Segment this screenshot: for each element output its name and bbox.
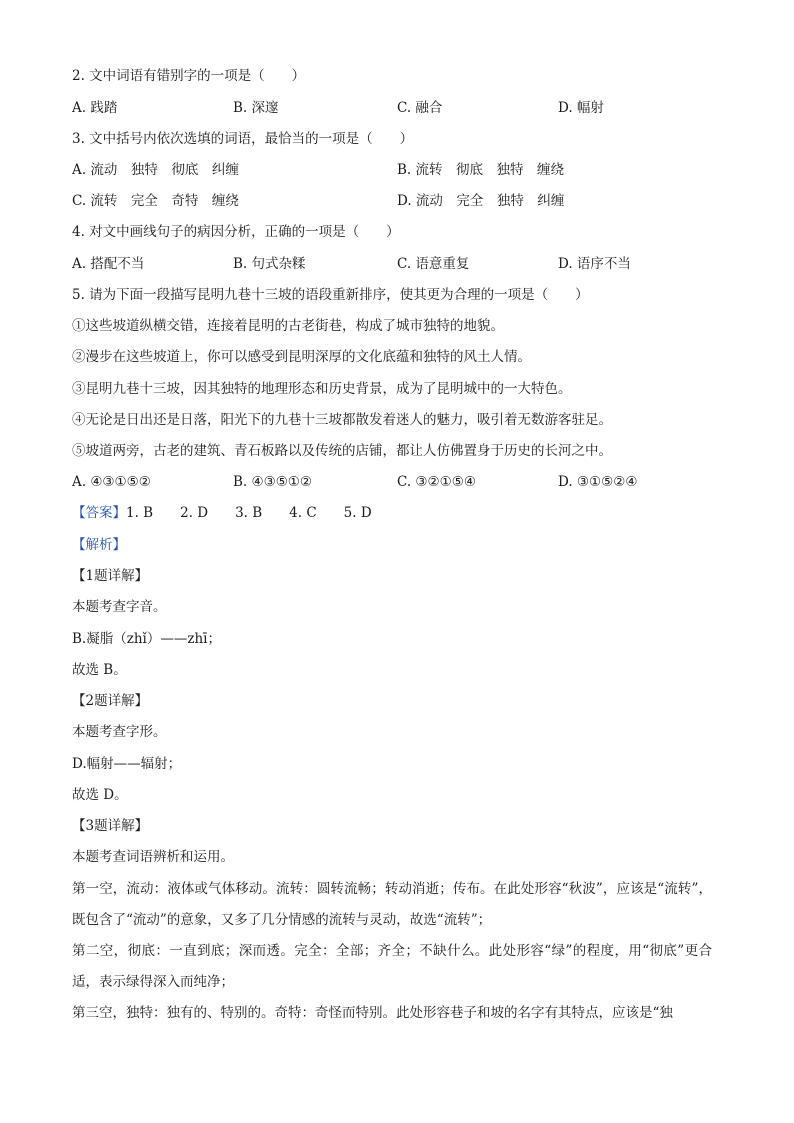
- q5-sentence-2: ②漫步在这些坡道上，你可以感受到昆明深厚的文化底蕴和独特的风土人情。: [72, 349, 531, 365]
- detail-2-line-3: 故选 D。: [72, 787, 128, 803]
- q2-option-a: A. 践踏: [72, 100, 118, 116]
- q3-option-a: A. 流动 独特 彻底 纠缠: [72, 162, 239, 178]
- q2-option-b: B. 深邃: [233, 100, 279, 116]
- q3-option-d: D. 流动 完全 独特 纠缠: [397, 193, 565, 209]
- detail-3-paragraph-2: 第二空，彻底：一直到底；深而透。完全：全部；齐全；不缺什么。此处形容“绿”的程度，用“彻底”更合适，表示绿得深入而纯净；: [72, 943, 712, 990]
- answer-tag: 【答案】: [72, 505, 126, 521]
- detail-2-line-2: D.幅射——辐射；: [72, 756, 182, 772]
- q3-stem: 3. 文中括号内依次选填的词语，最恰当的一项是（ ）: [72, 131, 414, 147]
- detail-3-line-1: 本题考查词语辨析和运用。: [72, 849, 234, 865]
- q5-sentence-3: ③昆明九巷十三坡，因其独特的地理形态和历史背景，成为了昆明城中的一大特色。: [72, 381, 572, 397]
- detail-3-paragraph-1: 第一空，流动：液体或气体移动。流转：圆转流畅；转动消逝；传布。在此处形容“秋波”，应该是“流转”，既包含了“流动”的意象，又多了几分情感的流转与灵动，故选“流转”；: [72, 881, 712, 928]
- q3-option-b: B. 流转 彻底 独特 缠绕: [397, 162, 565, 178]
- answer-line: [72, 504, 372, 522]
- detail-3-paragraph-3: 第三空，独特：独有的、特别的。奇特：奇怪而特别。此处形容巷子和坡的名字有其特点，应该是“独: [72, 1005, 673, 1021]
- q4-option-c: C. 语意重复: [397, 256, 470, 272]
- q2-option-d: D. 幅射: [558, 100, 604, 116]
- detail-1-line-3: 故选 B。: [72, 662, 127, 678]
- detail-2-line-1: 本题考查字形。: [72, 724, 167, 740]
- q4-option-d: D. 语序不当: [558, 256, 631, 272]
- q2-stem: 2. 文中词语有错别字的一项是（ ）: [72, 68, 306, 84]
- q4-stem: 4. 对文中画线句子的病因分析，正确的一项是（ ）: [72, 224, 400, 240]
- q5-option-b: B. ④③⑤①②: [233, 474, 313, 490]
- q5-sentence-5: ⑤坡道两旁，古老的建筑、青石板路以及传统的店铺，都让人仿佛置身于历史的长河之中。: [72, 443, 612, 459]
- detail-3-title: 【3题详解】: [72, 818, 149, 834]
- detail-1-line-2: B.凝脂（zhǐ）——zhī；: [72, 631, 221, 647]
- q5-option-a: A. ④③①⑤②: [72, 474, 151, 490]
- q5-sentence-1: ①这些坡道纵横交错，连接着昆明的古老街巷，构成了城市独特的地貌。: [72, 318, 504, 334]
- detail-1-line-1: 本题考查字音。: [72, 599, 167, 615]
- q2-option-c: C. 融合: [397, 100, 443, 116]
- detail-1-title: 【1题详解】: [72, 568, 149, 584]
- q4-option-b: B. 句式杂糅: [233, 256, 306, 272]
- q5-stem: 5. 请为下面一段描写昆明九巷十三坡的语段重新排序，使其更为合理的一项是（ ）: [72, 287, 589, 303]
- answer-text: 1. B 2. D 3. B 4. C 5. D: [126, 505, 372, 521]
- q5-sentence-4: ④无论是日出还是日落，阳光下的九巷十三坡都散发着迷人的魅力，吸引着无数游客驻足。: [72, 412, 612, 428]
- analysis-tag: 【解析】: [72, 537, 126, 553]
- q5-option-d: D. ③①⑤②④: [558, 474, 638, 490]
- q5-option-c: C. ③②①⑤④: [397, 474, 476, 490]
- detail-2-title: 【2题详解】: [72, 693, 149, 709]
- q3-option-c: C. 流转 完全 奇特 缠绕: [72, 193, 239, 209]
- q4-option-a: A. 搭配不当: [72, 256, 145, 272]
